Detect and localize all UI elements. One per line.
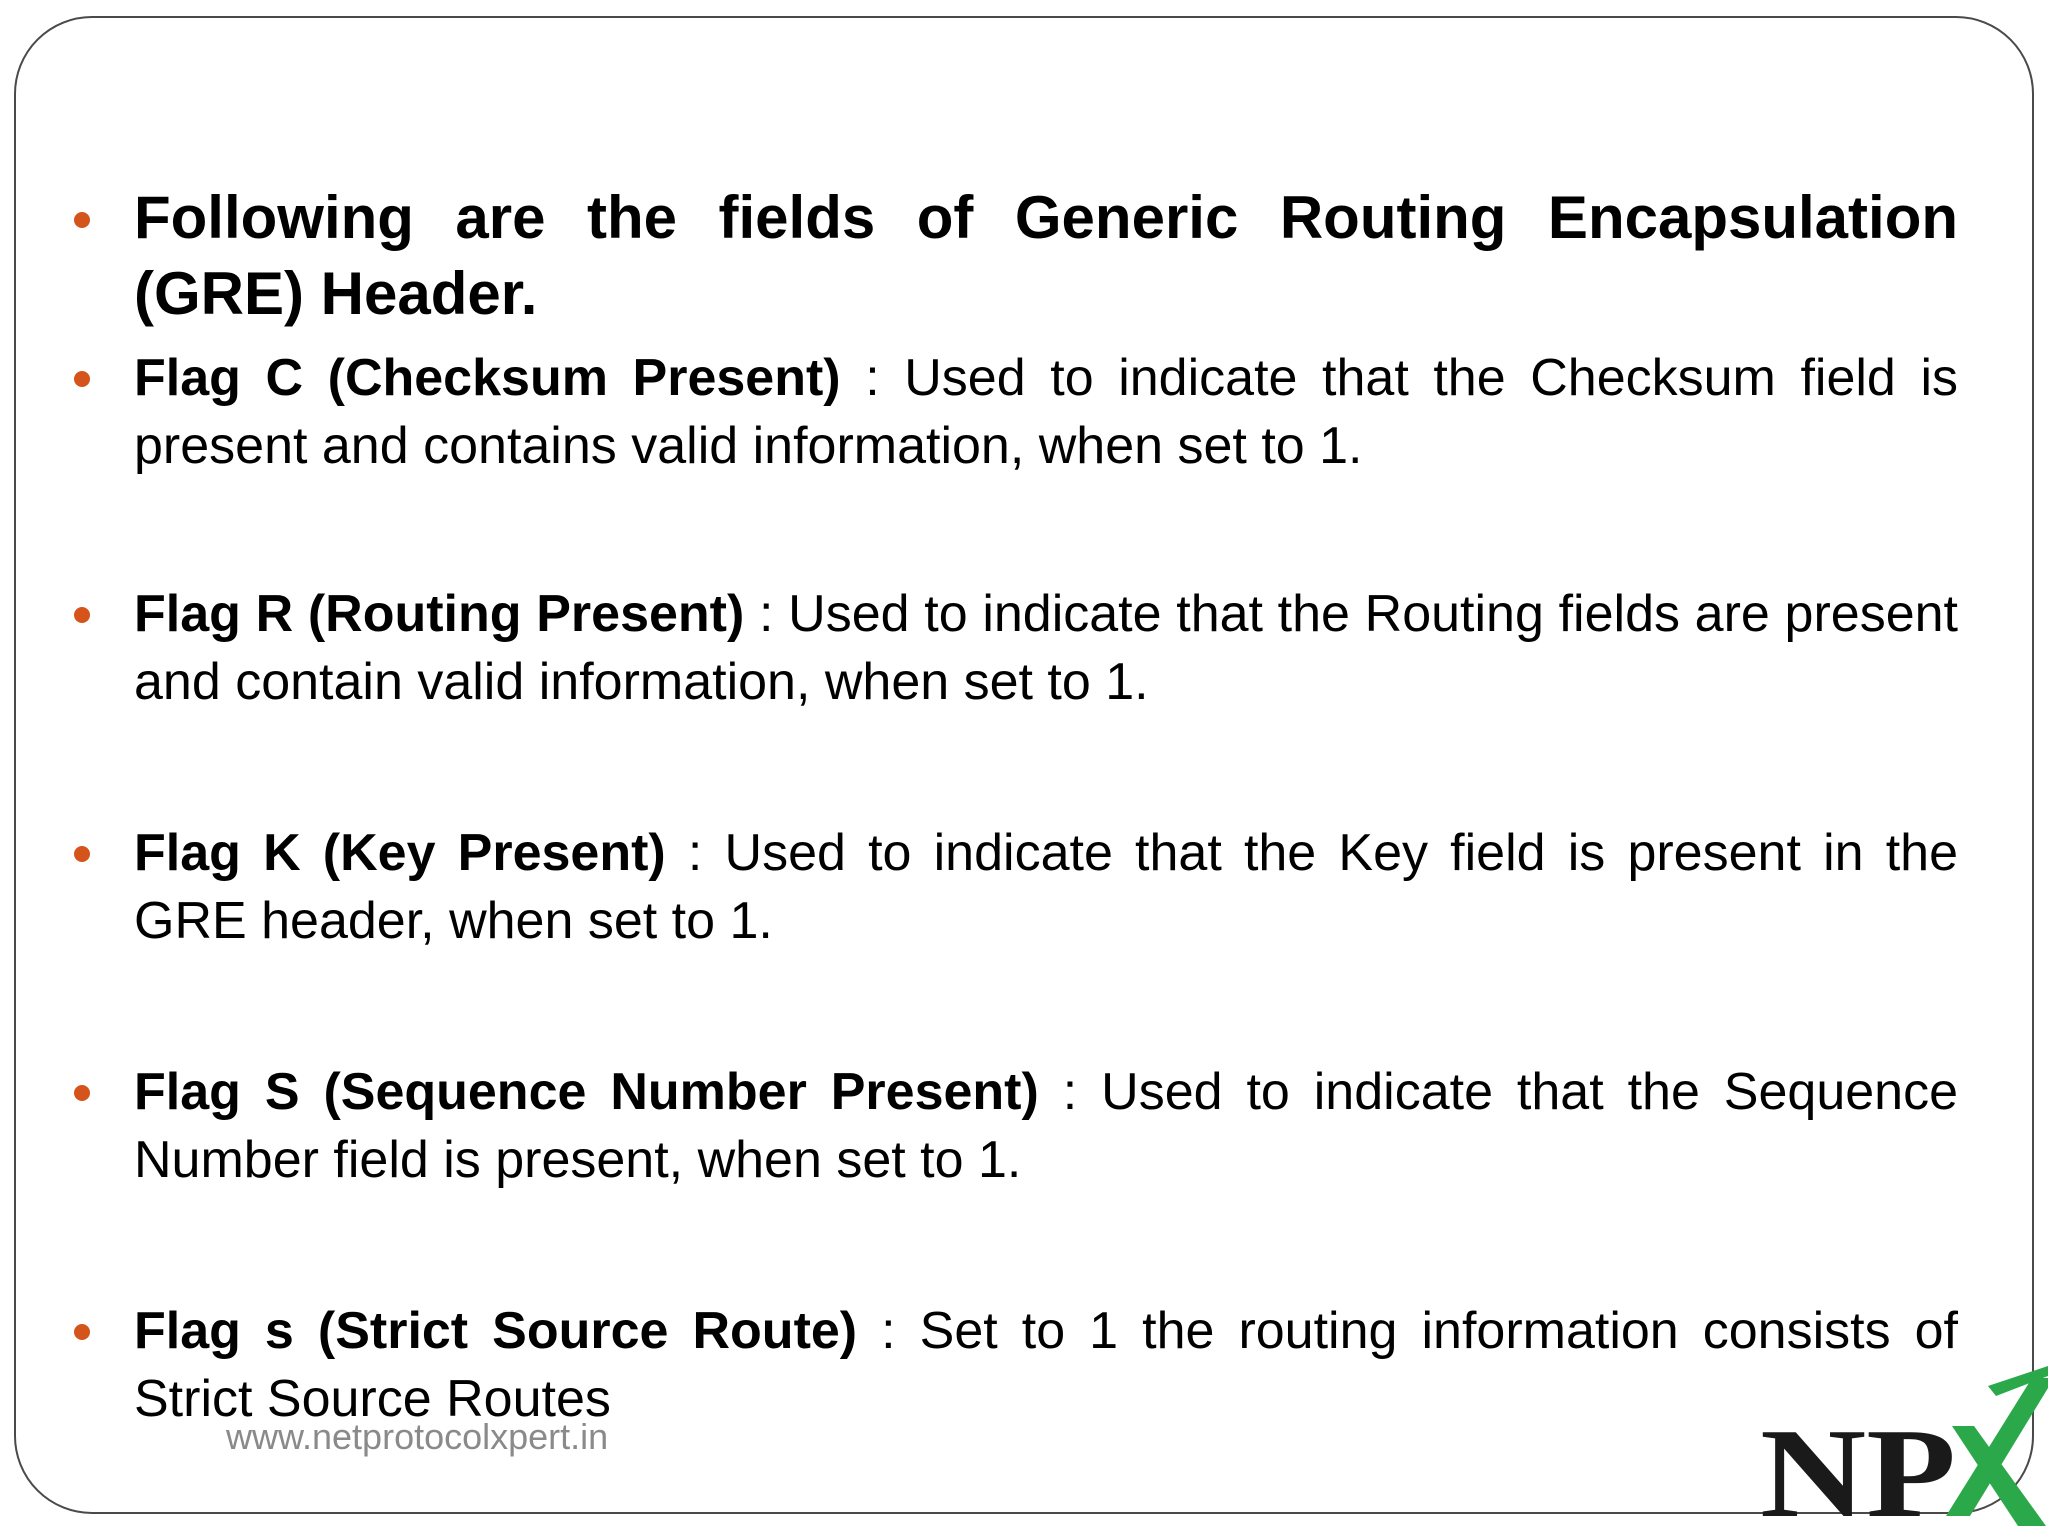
item-term: Flag K (Key Present)	[134, 824, 666, 882]
watermark-url: www.netprotocolxpert.in	[226, 1416, 609, 1457]
list-item-intro	[64, 180, 1958, 332]
item-term: Flag C (Checksum Present)	[134, 349, 841, 407]
item-description: : Used to indicate that the Key field is present in the GRE header, when set to 1.	[134, 824, 1958, 950]
bullet-dot-icon	[74, 1085, 90, 1101]
bullet-dot-icon	[74, 607, 90, 623]
bullet-list	[64, 180, 1958, 1433]
bullet-dot-icon	[74, 1324, 90, 1340]
list-item-flag-r	[64, 580, 1958, 716]
list-item-flag-k	[64, 819, 1958, 955]
item-term: Flag s (Strict Source Route)	[134, 1302, 858, 1360]
list-item-flag-s-lower	[64, 1297, 1958, 1433]
list-item-flag-c	[64, 344, 1958, 480]
bullet-dot-icon	[74, 846, 90, 862]
item-term: Flag R (Routing Present)	[134, 585, 745, 643]
item-description: : Used to indicate that the Routing fields are present and contain valid information, when set to 1.	[134, 585, 1958, 711]
logo-letters: NP	[1760, 1402, 1956, 1536]
item-description: : Used to indicate that the Checksum field is present and contains valid information, when set to 1.	[134, 349, 1958, 475]
list-item-flag-s-upper	[64, 1058, 1958, 1194]
item-description: : Set to 1 the routing information consists of Strict Source Routes	[134, 1302, 1958, 1428]
intro-text: Following are the fields of Generic Routing Encapsulation (GRE) Header.	[134, 184, 1958, 327]
item-description: : Used to indicate that the Sequence Number field is present, when set to 1.	[134, 1063, 1959, 1189]
bullet-dot-icon	[74, 212, 90, 228]
npx-logo	[1756, 1366, 2048, 1536]
item-term: Flag S (Sequence Number Present)	[134, 1063, 1039, 1121]
bullet-dot-icon	[74, 371, 90, 387]
